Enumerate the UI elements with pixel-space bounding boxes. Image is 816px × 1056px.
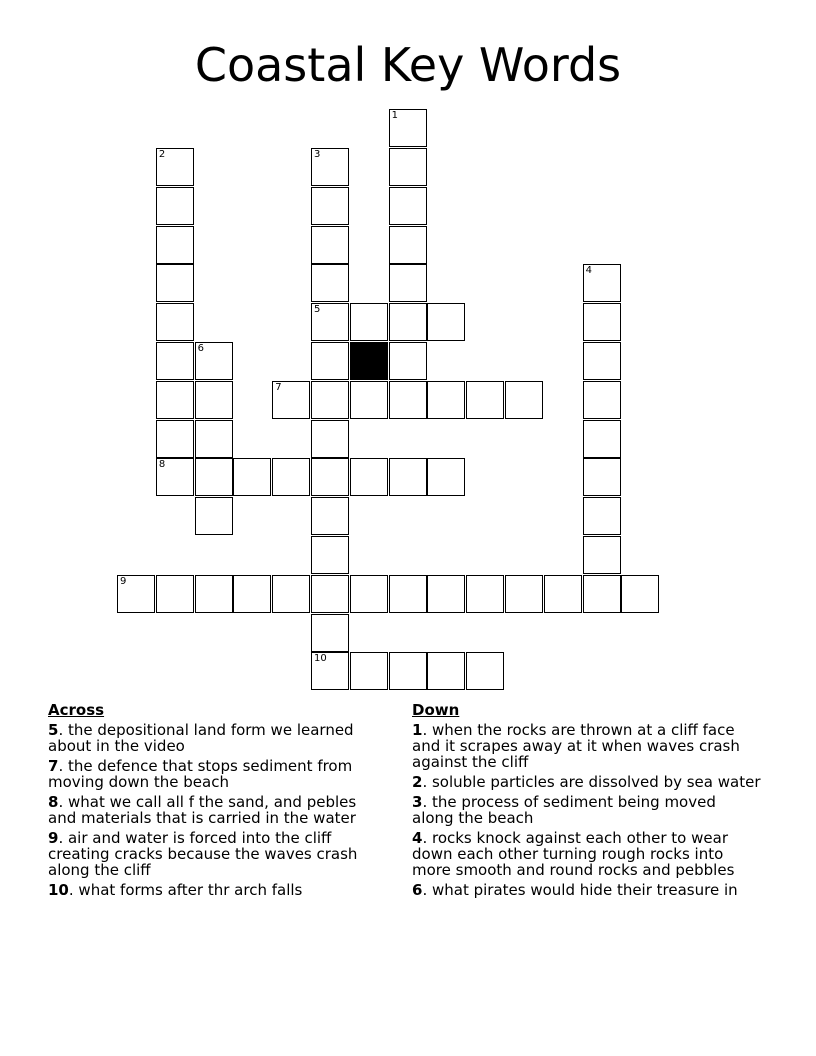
clue-number: 6 <box>412 881 423 899</box>
across-clue: 8. what we call all f the sand, and pebles and materials that is carried in the water <box>48 793 357 827</box>
clue-text: the process of sediment being moved along the beach <box>412 793 716 827</box>
grid-cell[interactable] <box>389 109 427 147</box>
grid-cell[interactable] <box>427 652 465 690</box>
grid-cell[interactable] <box>505 381 543 419</box>
clue-number: 7 <box>48 757 59 775</box>
grid-cell[interactable] <box>350 575 388 613</box>
down-clue: 2. soluble particles are dissolved by sea water <box>412 773 761 791</box>
grid-cell[interactable] <box>195 497 233 535</box>
grid-cell[interactable] <box>427 381 465 419</box>
clue-number: 2 <box>412 773 423 791</box>
grid-cell[interactable] <box>427 303 465 341</box>
clue-number: 9 <box>48 829 59 847</box>
grid-cell[interactable] <box>311 187 349 225</box>
grid-cell[interactable] <box>350 303 388 341</box>
grid-cell[interactable] <box>311 303 349 341</box>
down-clue: 6. what pirates would hide their treasure in <box>412 881 738 899</box>
grid-cell[interactable] <box>389 458 427 496</box>
grid-cell[interactable] <box>427 458 465 496</box>
grid-cell[interactable] <box>311 420 349 458</box>
grid-cell[interactable] <box>156 148 194 186</box>
grid-cell[interactable] <box>350 652 388 690</box>
grid-cell[interactable] <box>583 381 621 419</box>
clue-number: 4 <box>412 829 423 847</box>
down-clue-list <box>412 722 762 898</box>
grid-cell[interactable] <box>389 264 427 302</box>
down-clues <box>412 702 762 902</box>
clue-text: rocks knock against each other to wear down each other turning rough rocks into more smooth and round rocks and pebbles <box>412 829 735 879</box>
grid-cell[interactable] <box>583 458 621 496</box>
grid-cell[interactable] <box>311 458 349 496</box>
grid-cell[interactable] <box>311 536 349 574</box>
grid-cell[interactable] <box>311 652 349 690</box>
clue-number: 2 <box>158 149 166 161</box>
grid-cell[interactable] <box>466 381 504 419</box>
clue-text: when the rocks are thrown at a cliff face and it scrapes away at it when waves crash against the cliff <box>412 721 740 771</box>
clue-text: the depositional land form we learned about in the video <box>48 721 354 755</box>
clue-number: 5 <box>48 721 59 739</box>
grid-cell[interactable] <box>311 497 349 535</box>
grid-cell[interactable] <box>621 575 659 613</box>
grid-cell[interactable] <box>311 342 349 380</box>
grid-cell[interactable] <box>233 458 271 496</box>
grid-cell[interactable] <box>233 575 271 613</box>
across-clue: 9. air and water is forced into the cliff creating cracks because the waves crash along the cliff <box>48 829 358 879</box>
grid-cell[interactable] <box>389 226 427 264</box>
across-clues <box>48 702 388 902</box>
grid-cell[interactable] <box>311 264 349 302</box>
grid-cell[interactable] <box>311 226 349 264</box>
clue-number: 10 <box>314 653 327 665</box>
clue-number: 10 <box>48 881 69 899</box>
clue-number: 4 <box>585 265 593 277</box>
grid-cell[interactable] <box>583 575 621 613</box>
clue-text: what forms after thr arch falls <box>78 881 303 899</box>
grid-cell[interactable] <box>583 536 621 574</box>
grid-cell[interactable] <box>389 575 427 613</box>
down-clue: 4. rocks knock against each other to wear down each other turning rough rocks into more smooth and round rocks and pebbles <box>412 829 735 879</box>
grid-cell[interactable] <box>466 575 504 613</box>
grid-cell[interactable] <box>311 614 349 652</box>
grid-cell[interactable] <box>505 575 543 613</box>
clue-number: 8 <box>48 793 59 811</box>
clue-number: 3 <box>314 149 321 161</box>
grid-cell[interactable] <box>583 303 621 341</box>
grid-cell[interactable] <box>389 187 427 225</box>
grid-cell[interactable] <box>272 381 310 419</box>
clue-text: what we call all f the sand, and pebles and materials that is carried in the water <box>48 793 357 827</box>
grid-cell[interactable] <box>156 226 194 264</box>
grid-cell[interactable] <box>389 652 427 690</box>
clue-number: 6 <box>197 343 205 355</box>
across-heading: Across <box>48 701 105 719</box>
clue-text: air and water is forced into the cliff creating cracks because the waves crash along the cliff <box>48 829 358 879</box>
page-title: Coastal Key Words <box>194 38 622 92</box>
clue-number: 8 <box>158 459 166 471</box>
grid-cell[interactable] <box>156 420 194 458</box>
across-clue: 7. the defence that stops sediment from moving down the beach <box>48 757 353 791</box>
grid-cell[interactable] <box>156 303 194 341</box>
grid-cell[interactable] <box>156 575 194 613</box>
grid-cell[interactable] <box>427 575 465 613</box>
clue-number: 5 <box>314 304 321 316</box>
grid-cell[interactable] <box>583 342 621 380</box>
grid-cell[interactable] <box>195 342 233 380</box>
grid-cell[interactable] <box>272 458 310 496</box>
grid-cell[interactable] <box>389 303 427 341</box>
grid-cell[interactable] <box>195 420 233 458</box>
grid-cell[interactable] <box>583 420 621 458</box>
down-clue: 1. when the rocks are thrown at a cliff face and it scrapes away at it when waves crash against the cliff <box>412 721 740 771</box>
grid-cell[interactable] <box>544 575 582 613</box>
grid-cell[interactable] <box>311 575 349 613</box>
grid-cell[interactable] <box>350 381 388 419</box>
grid-cell[interactable] <box>350 458 388 496</box>
grid-cell[interactable] <box>156 458 194 496</box>
grid-cell[interactable] <box>466 652 504 690</box>
clue-text: soluble particles are dissolved by sea water <box>431 773 761 791</box>
grid-cell[interactable] <box>272 575 310 613</box>
clue-number: 1 <box>391 110 399 122</box>
grid-cell[interactable] <box>583 497 621 535</box>
grid-cell[interactable] <box>156 342 194 380</box>
grid-cell[interactable] <box>389 148 427 186</box>
grid-cell[interactable] <box>583 264 621 302</box>
grid-cell[interactable] <box>195 381 233 419</box>
grid-cell[interactable] <box>389 342 427 380</box>
across-clue: 5. the depositional land form we learned about in the video <box>48 721 354 755</box>
clue-number: 7 <box>275 381 282 393</box>
across-clue: 10. what forms after thr arch falls <box>48 881 303 899</box>
across-clue-list <box>48 722 388 898</box>
clue-number: 3 <box>412 793 423 811</box>
clue-text: the defence that stops sediment from moving down the beach <box>48 757 353 791</box>
grid-cell[interactable] <box>156 381 194 419</box>
down-clue: 3. the process of sediment being moved along the beach <box>412 793 716 827</box>
grid-cell[interactable] <box>195 575 233 613</box>
grid-cell[interactable] <box>195 458 233 496</box>
grid-cell[interactable] <box>117 575 155 613</box>
grid-cell[interactable] <box>311 381 349 419</box>
clue-number: 9 <box>120 575 127 587</box>
clue-number: 1 <box>412 721 423 739</box>
clue-text: what pirates would hide their treasure in <box>431 881 738 899</box>
grid-cell[interactable] <box>156 264 194 302</box>
grid-cell[interactable] <box>311 148 349 186</box>
down-heading: Down <box>412 701 460 719</box>
grid-cell[interactable] <box>156 187 194 225</box>
grid-cell[interactable] <box>389 381 427 419</box>
black-square <box>350 342 388 380</box>
